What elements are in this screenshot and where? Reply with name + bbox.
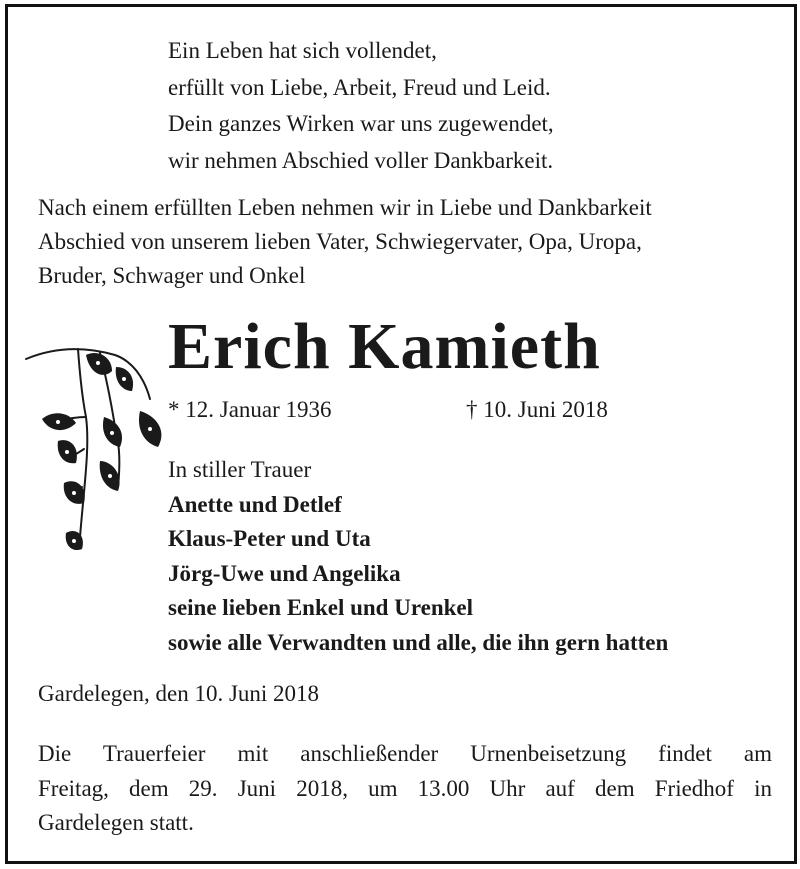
mourner-line: Klaus-Peter und Uta bbox=[168, 526, 371, 551]
birth-date: * 12. Januar 1936 bbox=[168, 397, 332, 422]
poem-line: Dein ganzes Wirken war uns zugewendet, bbox=[168, 111, 554, 136]
ceremony-info bbox=[38, 737, 772, 841]
intro-text bbox=[38, 191, 773, 293]
mourner-line: sowie alle Verwandten und alle, die ihn gern hatten bbox=[168, 629, 669, 655]
place-date: Gardelegen, den 10. Juni 2018 bbox=[38, 681, 320, 706]
intro-line: Bruder, Schwager und Onkel bbox=[38, 263, 306, 288]
poem-line: erfüllt von Liebe, Arbeit, Freud und Leid. bbox=[168, 74, 551, 100]
mourner-line: seine lieben Enkel und Urenkel bbox=[168, 595, 474, 620]
obituary-notice bbox=[5, 4, 797, 864]
mourners-list bbox=[168, 453, 668, 660]
mourner-line: Anette und Detlef bbox=[168, 491, 342, 517]
ceremony-line: Gardelegen statt. bbox=[38, 810, 194, 835]
ceremony-line: Freitag, dem 29. Juni 2018, um 13.00 Uhr auf dem Friedhof in bbox=[38, 775, 772, 801]
mourning-heading: In stiller Trauer bbox=[168, 457, 312, 482]
poem-line: Ein Leben hat sich vollendet, bbox=[168, 38, 437, 63]
poem-line: wir nehmen Abschied voller Dankbarkeit. bbox=[168, 147, 554, 173]
death-date: † 10. Juni 2018 bbox=[466, 397, 608, 422]
memorial-poem bbox=[168, 33, 554, 179]
birch-branch-icon bbox=[20, 337, 170, 562]
intro-line: Abschied von unserem lieben Vater, Schwiegervater, Opa, Uropa, bbox=[38, 229, 642, 254]
ceremony-line: Die Trauerfeier mit anschließender Urnenbeisetzung findet am bbox=[38, 741, 772, 766]
deceased-name: Erich Kamieth bbox=[168, 310, 601, 383]
intro-line: Nach einem erfüllten Leben nehmen wir in Liebe und Dankbarkeit bbox=[38, 195, 652, 220]
mourner-line: Jörg-Uwe und Angelika bbox=[168, 560, 401, 586]
